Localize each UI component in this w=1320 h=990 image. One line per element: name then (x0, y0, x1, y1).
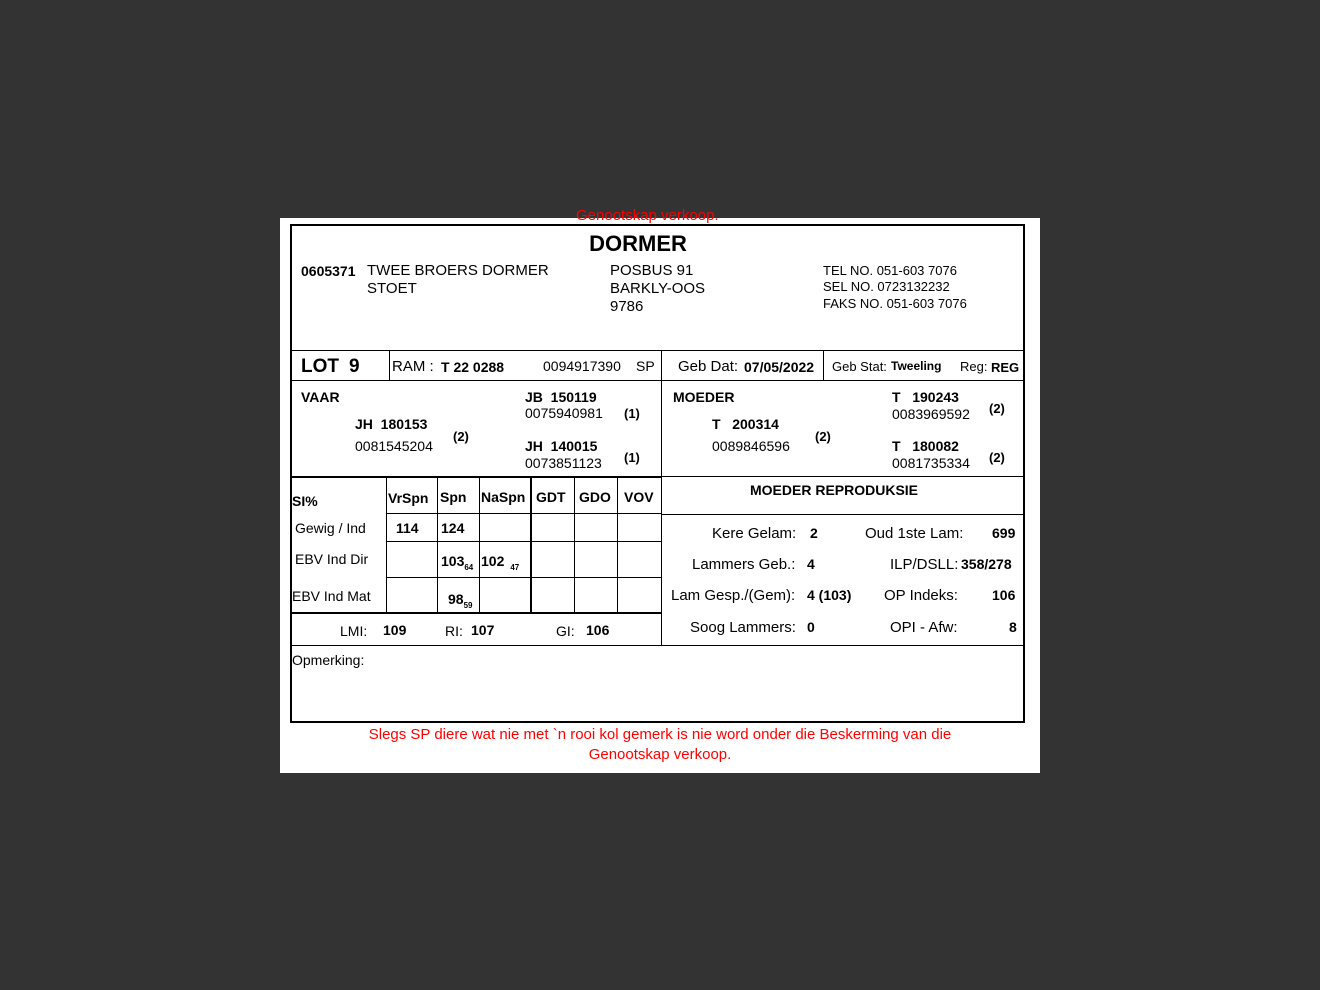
repro-top (661, 476, 1025, 477)
address-1: POSBUS 91 (610, 262, 694, 279)
breeder-name-2: STOET (367, 280, 417, 297)
si-row2-bottom (386, 577, 661, 578)
dam-dam-count: (2) (989, 450, 1005, 465)
lot-label: LOT (301, 356, 339, 377)
si-header-vov: VOV (624, 489, 654, 505)
moeder-label: MOEDER (673, 389, 735, 405)
si-row-label: EBV Ind Mat (292, 588, 371, 604)
op-value: 106 (992, 587, 1016, 603)
si-col-1 (386, 476, 387, 612)
lot-row-bottom (290, 380, 1025, 381)
sire-dam-number: 0073851123 (525, 455, 602, 471)
dam-dam-number: 0081735334 (892, 455, 970, 471)
dam-count: (2) (815, 429, 831, 444)
sire-sire-count: (1) (624, 406, 640, 421)
lot-card (280, 207, 1040, 773)
si-cell-naspn (481, 553, 519, 572)
border-top (290, 224, 1025, 226)
lammers-value: 4 (807, 556, 815, 572)
si-table-top (290, 476, 662, 478)
dam-sire-id: T 190243 (892, 389, 959, 405)
repro-title-bottom (661, 514, 1025, 515)
gi-value: 106 (586, 622, 610, 638)
lot-divider-1 (389, 350, 390, 380)
oud-value: 699 (992, 525, 1016, 541)
ilp-value: 358/278 (961, 556, 1012, 572)
si-header-gdo: GDO (579, 489, 611, 505)
footer-line-1: Slegs SP diere wat nie met `n rooi kol gemerk is nie word onder die Beskerming van die (368, 726, 952, 743)
dam-number: 0089846596 (712, 438, 790, 454)
si-cell-spn (441, 553, 473, 572)
geb-dat-value: 07/05/2022 (744, 359, 815, 375)
si-table-bottom (290, 612, 662, 614)
lot-divider-2 (661, 350, 662, 380)
op-label: OP Indeks: (884, 587, 958, 604)
top-cut-text: Genootskap verkoop. (576, 207, 719, 224)
gesp-value: 4 (103) (807, 587, 852, 603)
si-header-si: SI% (292, 493, 318, 509)
opmerking-label: Opmerking: (292, 652, 365, 668)
si-header-bottom (386, 513, 661, 514)
si-cell-vrspn: 114 (396, 520, 419, 536)
ram-id: T 22 0288 (441, 359, 505, 375)
lammers-label: Lammers Geb.: (692, 556, 796, 573)
geb-dat-label: Geb Dat: (678, 358, 739, 375)
soog-label: Soog Lammers: (690, 619, 796, 636)
repro-title: MOEDER REPRODUKSIE (750, 482, 919, 498)
lmi-value: 109 (383, 622, 407, 638)
lot-number: 9 (349, 356, 360, 377)
si-cell-naspn-count: 47 (510, 563, 520, 572)
ram-reg-number: 0094917390 (543, 358, 621, 374)
opi-label: OPI - Afw: (890, 619, 958, 636)
si-col-3 (479, 476, 480, 612)
address-3: 9786 (610, 298, 644, 315)
tel-number: TEL NO. 051-603 7076 (823, 263, 957, 278)
opi-value: 8 (1009, 619, 1017, 635)
geb-stat-value: Tweeling (891, 359, 942, 373)
reg-value: REG (991, 360, 1020, 375)
si-col-5 (574, 476, 575, 612)
kere-label: Kere Gelam: (712, 525, 797, 542)
gesp-label: Lam Gesp./(Gem): (671, 587, 796, 604)
si-row-label: Gewig / Ind (295, 520, 366, 536)
faks-number: FAKS NO. 051-603 7076 (823, 296, 967, 311)
dam-id: T 200314 (712, 416, 779, 432)
geb-stat-label: Geb Stat: (832, 359, 887, 374)
breeder-number: 0605371 (301, 263, 356, 279)
ilp-label: ILP/DSLL: (890, 556, 959, 573)
sire-count: (2) (453, 429, 469, 444)
si-cell-spn-value: 98 (448, 591, 464, 607)
pedigree-divider (661, 380, 662, 645)
sel-number: SEL NO. 0723132232 (823, 279, 950, 294)
border-bottom (290, 721, 1025, 723)
dam-dam-id: T 180082 (892, 438, 959, 454)
address-2: BARKLY-OOS (610, 280, 706, 297)
sire-dam-count: (1) (624, 450, 640, 465)
dam-sire-number: 0083969592 (892, 406, 970, 422)
sire-sire-number: 0075940981 (525, 405, 603, 421)
si-cell-spn-count: 59 (463, 601, 473, 610)
oud-label: Oud 1ste Lam: (865, 525, 964, 542)
ri-value: 107 (471, 622, 495, 638)
section-bottom (290, 645, 1025, 646)
dam-sire-count: (2) (989, 401, 1005, 416)
si-col-4 (530, 476, 532, 612)
sire-dam-id: JH 140015 (525, 438, 598, 454)
lot-divider-3 (823, 350, 824, 380)
ri-label: RI: (445, 623, 463, 639)
sire-number: 0081545204 (355, 438, 433, 454)
si-cell-naspn-value: 102 (481, 553, 505, 569)
si-cell-spn (448, 591, 472, 610)
kere-value: 2 (810, 525, 818, 541)
si-cell-spn-count: 64 (464, 563, 474, 572)
si-header-naspn: NaSpn (481, 489, 526, 505)
ram-label: RAM : (392, 358, 434, 375)
si-header-vrspn: VrSpn (388, 490, 429, 506)
si-header-gdt: GDT (536, 489, 566, 505)
si-cell-spn: 124 (441, 520, 465, 536)
sp-label: SP (636, 358, 655, 374)
si-cell-spn-value: 103 (441, 553, 465, 569)
lmi-label: LMI: (340, 623, 368, 639)
lot-row-top (290, 350, 1025, 351)
reg-label: Reg: (960, 359, 988, 374)
vaar-label: VAAR (301, 389, 340, 405)
border-left (290, 224, 292, 723)
breeder-name-1: TWEE BROERS DORMER (367, 262, 549, 279)
soog-value: 0 (807, 619, 815, 635)
sire-sire-id: JB 150119 (525, 389, 597, 405)
si-col-2 (437, 476, 438, 612)
si-row1-bottom (386, 541, 661, 542)
si-header-spn: Spn (440, 489, 467, 505)
footer-line-2: Genootskap verkoop. (588, 746, 732, 763)
gi-label: GI: (556, 623, 575, 639)
si-row-label: EBV Ind Dir (295, 551, 369, 567)
border-right (1023, 224, 1025, 723)
sire-id: JH 180153 (355, 416, 428, 432)
breed-title: DORMER (589, 231, 687, 256)
si-col-6 (617, 476, 618, 612)
